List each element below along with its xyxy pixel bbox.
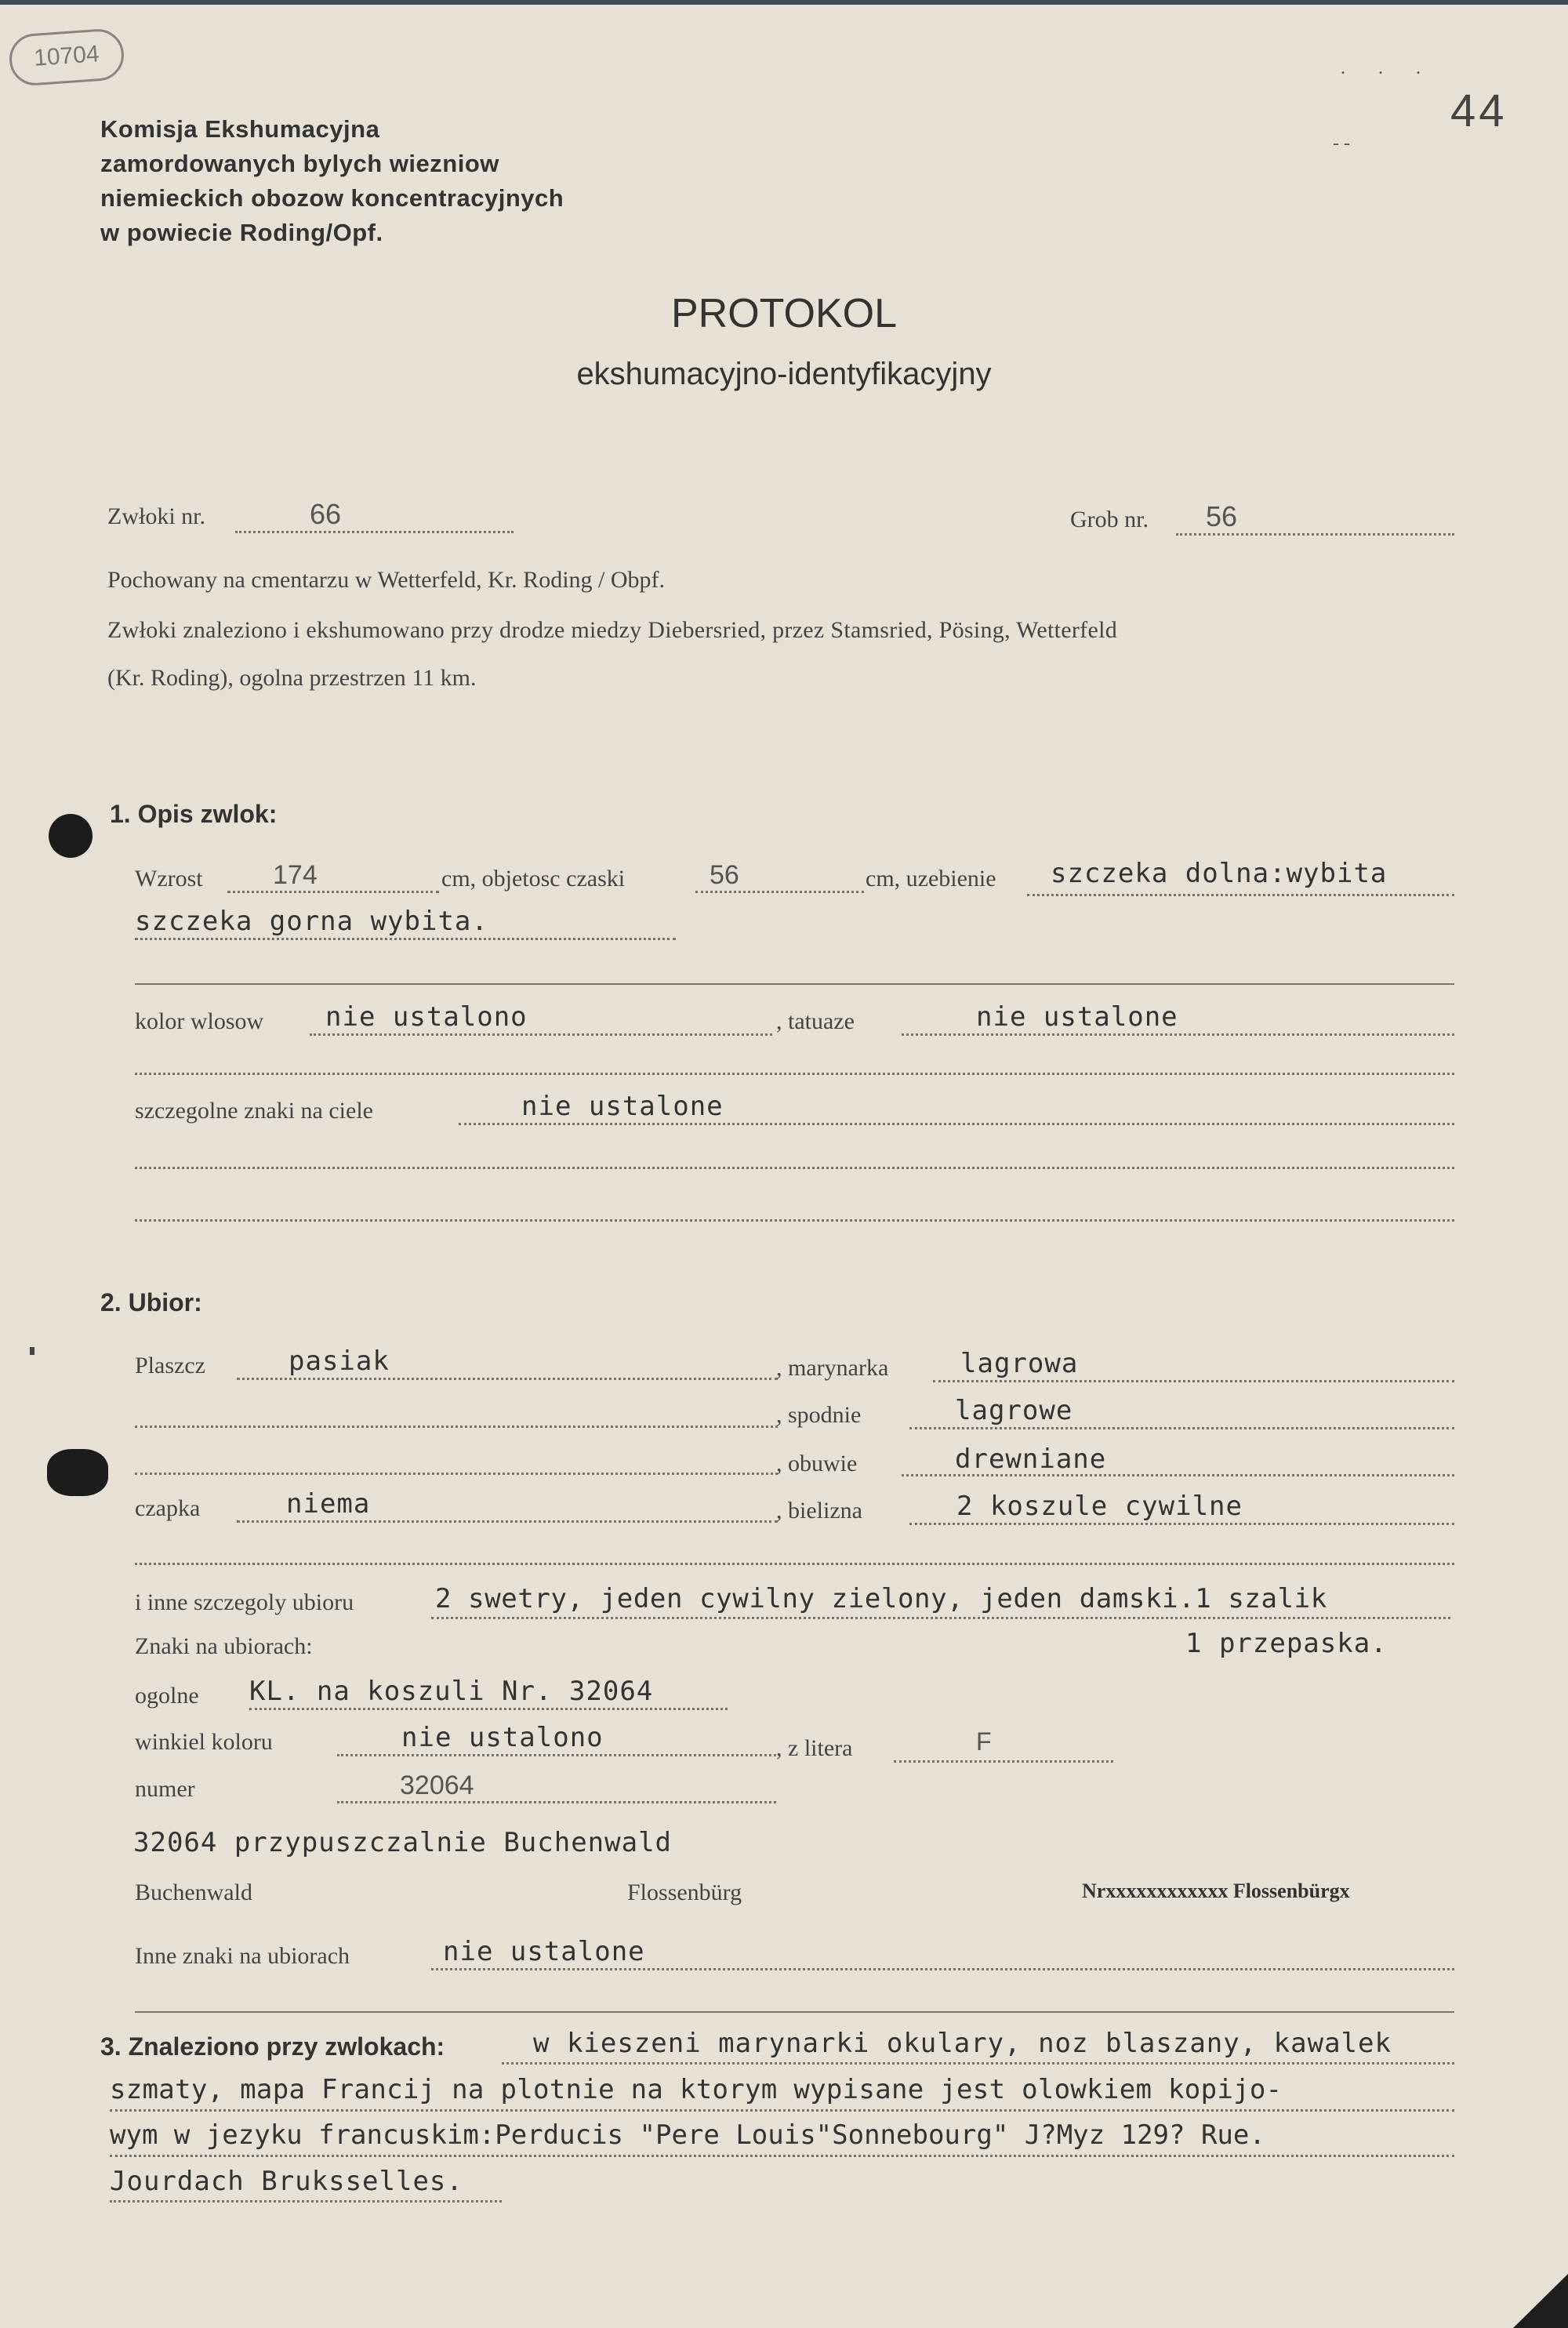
marynarka-value: lagrowa <box>960 1348 1079 1379</box>
inne-znaki-dots <box>431 1968 1454 1970</box>
grob-value: 56 <box>1206 500 1238 532</box>
uzebienie-label: cm, uzebienie <box>866 866 996 892</box>
plaszcz-label: Plaszcz <box>135 1353 205 1378</box>
numer-value: 32064 <box>400 1771 474 1800</box>
obuwie-value: drewniane <box>955 1444 1107 1475</box>
uzebienie-dots <box>1027 894 1454 896</box>
zwloki-dots <box>235 531 514 533</box>
blank-line <box>135 1073 1454 1075</box>
inne-value: 2 swetry, jeden cywilny zielony, jeden damski.1 szalik <box>435 1583 1327 1614</box>
znaki-dots <box>459 1123 1454 1125</box>
znaki-label: szczegolne znaki na ciele <box>135 1098 373 1124</box>
top-border <box>0 0 1568 5</box>
header-line: w powiecie Roding/Opf. <box>100 219 383 246</box>
numer-label: numer <box>135 1776 195 1802</box>
blank-line <box>135 1563 1454 1565</box>
tatuaze-dots <box>902 1033 1454 1036</box>
uzebienie-value: szczeka dolna:wybita <box>1051 858 1388 889</box>
header-line: Komisja Ekshumacyjna <box>100 115 380 143</box>
blank-line <box>135 1219 1454 1222</box>
czaszka-label: cm, objetosc czaski <box>441 866 626 892</box>
obuwie-label: , obuwie <box>776 1451 858 1476</box>
bielizna-dots <box>909 1523 1454 1525</box>
header-line: niemieckich obozow koncentracyjnych <box>100 184 564 212</box>
camp-note: 32064 przypuszczalnie Buchenwald <box>133 1827 673 1858</box>
inne-znaki-value: nie ustalone <box>443 1936 645 1967</box>
litera-dots <box>894 1760 1113 1763</box>
czaszka-value: 56 <box>710 860 739 890</box>
kolor-dots <box>310 1033 772 1036</box>
ogolne-dots <box>249 1708 728 1710</box>
inne-znaki-label: Inne znaki na ubiorach <box>135 1943 350 1969</box>
numer-dots <box>337 1801 776 1803</box>
ink-blot <box>47 1449 108 1496</box>
ink-blot <box>49 814 93 858</box>
spodnie-value: lagrowe <box>955 1395 1073 1426</box>
znaki-value: nie ustalone <box>521 1091 724 1122</box>
plaszcz-dots <box>237 1378 778 1380</box>
found-items-line: szmaty, mapa Francij na plotnie na ktorym wypisane jest olowkiem kopijo- <box>110 2074 1283 2105</box>
spodnie-dots <box>909 1427 1454 1429</box>
marynarka-label: , marynarka <box>776 1355 889 1381</box>
spodnie-label: , spodnie <box>776 1402 862 1428</box>
tatuaze-value: nie ustalone <box>976 1001 1178 1033</box>
section-1-title: 1. Opis zwlok: <box>110 800 278 828</box>
wzrost-value: 174 <box>273 860 318 890</box>
blank-line <box>135 2011 1454 2013</box>
blank-line <box>135 1473 778 1475</box>
ogolne-value: KL. na koszuli Nr. 32064 <box>249 1676 654 1707</box>
marynarka-dots <box>933 1380 1454 1382</box>
czaszka-dots <box>695 891 864 893</box>
header-line: zamordowanych bylych wiezniow <box>100 150 499 177</box>
archive-stamp: 10704 <box>8 27 125 87</box>
blank-line <box>135 983 1454 985</box>
grob-dots <box>1176 533 1454 536</box>
litera-value: F <box>976 1727 992 1756</box>
tatuaze-label: , tatuaze <box>776 1008 855 1034</box>
camp-flossenburg: Flossenbürg <box>627 1879 742 1905</box>
kolor-label: kolor wlosow <box>135 1008 264 1034</box>
grob-label: Grob nr. <box>1070 507 1149 532</box>
found-items-line: wym w jezyku francuskim:Perducis "Pere Louis"Sonnebourg" J?Myz 129? Rue. <box>110 2119 1265 2151</box>
czapka-value: niema <box>286 1488 371 1520</box>
uzebienie-value-2: szczeka gorna wybita. <box>135 906 488 937</box>
inne-label: i inne szczegoly ubioru <box>135 1589 354 1615</box>
wzrost-label: Wzrost <box>135 866 203 892</box>
page-edge-shadow <box>1513 2274 1568 2328</box>
blank-line <box>135 1167 1454 1169</box>
kolor-value: nie ustalono <box>325 1001 528 1033</box>
document-title: PROTOKOL <box>670 291 897 336</box>
wzrost-dots <box>227 891 439 893</box>
burial-place: Pochowany na cmentarzu w Wetterfeld, Kr. Roding / Obpf. <box>107 567 666 593</box>
blank-line <box>135 1425 778 1428</box>
winkiel-value: nie ustalono <box>401 1722 604 1753</box>
litera-label: , z litera <box>776 1735 853 1761</box>
inne-dots <box>431 1617 1450 1619</box>
czapka-dots <box>237 1520 778 1523</box>
section-3-title: 3. Znaleziono przy zwlokach: <box>100 2032 445 2061</box>
zwloki-value: 66 <box>310 498 342 530</box>
zwloki-label: Zwłoki nr. <box>107 503 205 529</box>
znaki-ubior-label: Znaki na ubiorach: <box>135 1633 313 1659</box>
ogolne-label: ogolne <box>135 1683 199 1709</box>
found-dots <box>110 2155 1454 2157</box>
page-number: 44 <box>1450 85 1508 136</box>
exhumation-distance: (Kr. Roding), ogolna przestrzen 11 km. <box>107 665 477 691</box>
found-items-line: Jourdach Bruksselles. <box>110 2166 463 2197</box>
plaszcz-value: pasiak <box>289 1346 390 1377</box>
document-subtitle: ekshumacyjno-identyfikacyjny <box>576 357 992 391</box>
camp-buchenwald: Buchenwald <box>135 1879 252 1905</box>
ink-dot <box>30 1347 34 1355</box>
commission-header <box>100 112 564 250</box>
section-2-title: 2. Ubior: <box>100 1288 202 1317</box>
corner-marks: . . . <box>1341 58 1435 78</box>
corner-dash: - - <box>1333 133 1350 154</box>
inne-value-2: 1 przepaska. <box>1185 1628 1388 1659</box>
czapka-label: czapka <box>135 1495 201 1521</box>
found-items-line: w kieszeni marynarki okulary, noz blaszany, kawalek <box>533 2028 1392 2059</box>
uzebienie-dots-2 <box>135 938 676 940</box>
found-dots <box>110 2109 1454 2112</box>
bielizna-label: , bielizna <box>776 1498 862 1524</box>
winkiel-label: winkiel koloru <box>135 1729 273 1755</box>
exhumation-route: Zwłoki znaleziono i ekshumowano przy drodze miedzy Diebersried, przez Stamsried, Pösing, Wetterfeld <box>107 617 1118 643</box>
winkiel-dots <box>337 1754 776 1756</box>
bielizna-value: 2 koszule cywilne <box>956 1491 1243 1522</box>
found-dots <box>502 2062 1454 2065</box>
camp-struck: Nrxxxxxxxxxxxx Flossenbürgx <box>1082 1879 1350 1902</box>
found-dots <box>110 2200 502 2203</box>
